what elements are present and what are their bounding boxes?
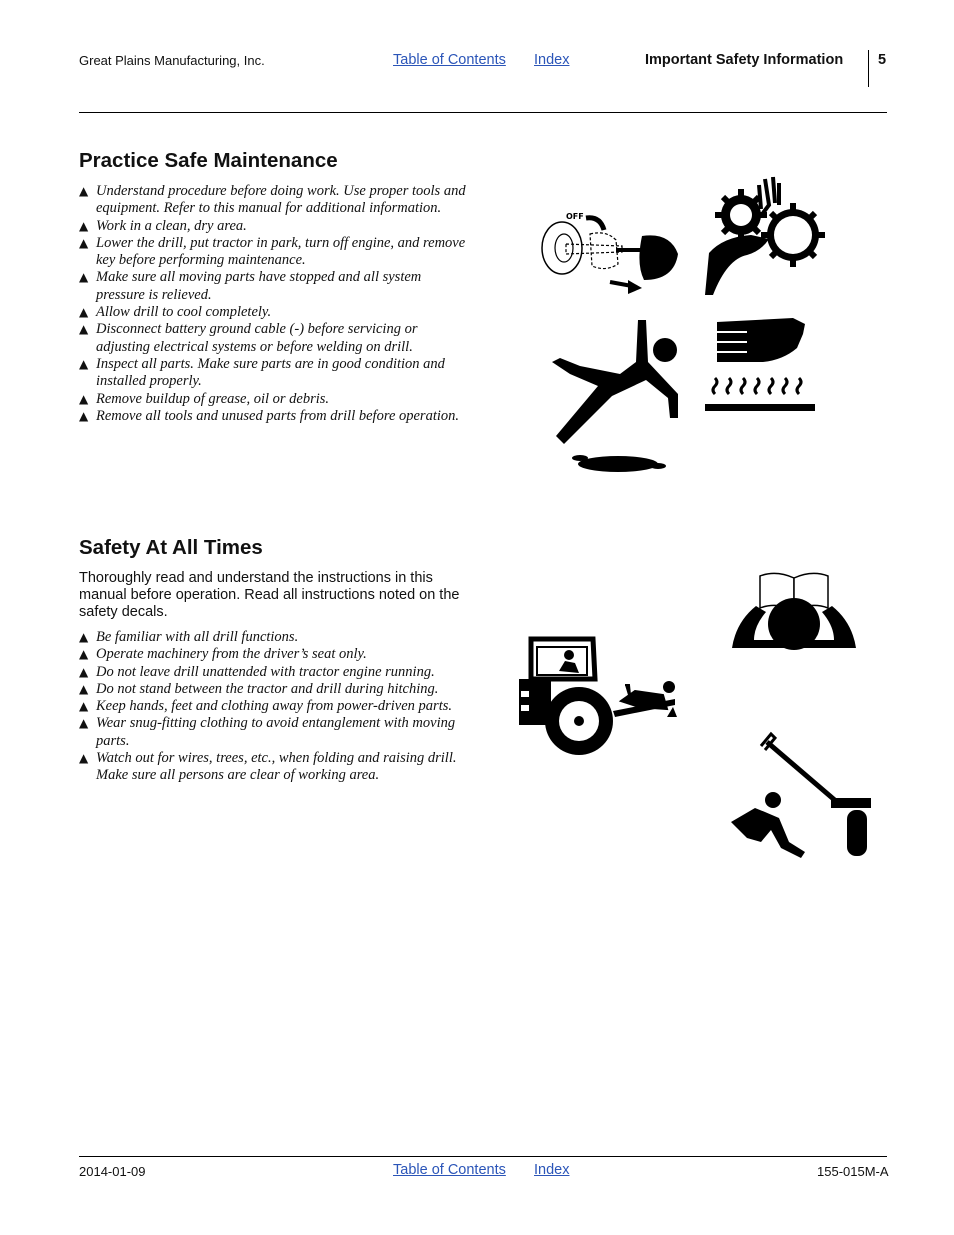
list-item: ▲ Allow drill to cool completely. [79, 304, 272, 321]
list-item: ▲ Keep hands, feet and clothing away from power-driven parts. [79, 698, 452, 715]
footer-toc-link[interactable]: Table of Contents [393, 1162, 506, 1178]
list-item: ▲ Lower the drill, put tractor in park, turn off engine, and remove key before performing maintenance. [79, 234, 466, 269]
list-item: ▲ Inspect all parts. Make sure parts are in good condition and installed properly. [79, 355, 445, 390]
list-item: ▲ Work in a clean, dry area. [79, 217, 247, 234]
header-toc-link[interactable]: Table of Contents [393, 52, 506, 68]
list-item: ▲ Make sure all moving parts have stopped and all system pressure is relieved. [79, 269, 422, 303]
header-index-link[interactable]: Index [534, 52, 570, 68]
list-item: ▲ Wear snug-fitting clothing to avoid entanglement with moving parts. [79, 715, 456, 749]
warning-triangle-icon: ▲ [79, 751, 89, 766]
warning-triangle-icon: ▲ [79, 681, 89, 696]
footer-date: 2014-01-09 [79, 1164, 146, 1179]
warning-triangle-icon: ▲ [79, 716, 89, 731]
read-manual-icon [730, 570, 860, 658]
warning-triangle-icon: ▲ [79, 356, 89, 371]
warning-triangle-icon: ▲ [79, 270, 89, 285]
list-item: ▲ Remove all tools and unused parts from drill before operation. [79, 407, 460, 424]
safety-heading: Safety At All Times [79, 536, 263, 559]
footer-index-link[interactable]: Index [534, 1162, 570, 1178]
warning-triangle-icon: ▲ [79, 699, 89, 714]
warning-triangle-icon: ▲ [79, 664, 89, 679]
warning-triangle-icon: ▲ [79, 305, 89, 320]
warning-triangle-icon: ▲ [79, 218, 89, 233]
list-item: ▲ Do not stand between the tractor and drill during hitching. [79, 680, 439, 697]
warning-triangle-icon: ▲ [79, 184, 89, 198]
warning-triangle-icon: ▲ [79, 630, 89, 644]
list-item: ▲ Watch out for wires, trees, etc., when folding and raising drill. Make sure all persons are clear of working area. [79, 750, 457, 784]
key-off-icon [540, 210, 685, 300]
list-item: ▲ Operate machinery from the driver’s seat only. [79, 646, 367, 663]
svg-text:OFF: OFF [566, 212, 584, 221]
warning-triangle-icon: ▲ [79, 408, 89, 423]
list-item: ▲ Disconnect battery ground cable (-) before servicing or adjusting electrical systems or before welding on drill. [79, 321, 418, 355]
tractor-crush-icon [517, 635, 682, 760]
safety-list [79, 629, 469, 785]
footer-doc-code: 155-015M-A [817, 1164, 889, 1179]
safety-intro: Thoroughly read and understand the instructions in this manual before operation. Read all instructions noted on the safety decals. [79, 570, 460, 621]
warning-triangle-icon: ▲ [79, 235, 89, 250]
warning-triangle-icon: ▲ [79, 391, 89, 406]
page-number: 5 [878, 52, 887, 68]
slip-fall-icon [550, 318, 685, 480]
footer-rule [79, 1156, 887, 1157]
header-divider [868, 50, 869, 87]
list-item: ▲ Do not leave drill unattended with tractor engine running. [79, 663, 435, 680]
maintenance-list [79, 183, 469, 425]
gear-entanglement-icon [703, 175, 828, 300]
warning-triangle-icon: ▲ [79, 322, 89, 337]
maintenance-heading: Practice Safe Maintenance [79, 149, 338, 172]
list-item: ▲ Understand procedure before doing work. Use proper tools and equipment. Refer to this manual for additional information. [79, 183, 466, 217]
header-rule [79, 112, 887, 113]
overhead-hazard-icon [727, 730, 875, 860]
company-name: Great Plains Manufacturing, Inc. [79, 53, 265, 68]
hot-surface-icon [703, 318, 818, 414]
section-title: Important Safety Information [645, 52, 844, 68]
warning-triangle-icon: ▲ [79, 647, 89, 662]
list-item: ▲ Be familiar with all drill functions. [79, 629, 299, 645]
list-item: ▲ Remove buildup of grease, oil or debris. [79, 390, 330, 407]
